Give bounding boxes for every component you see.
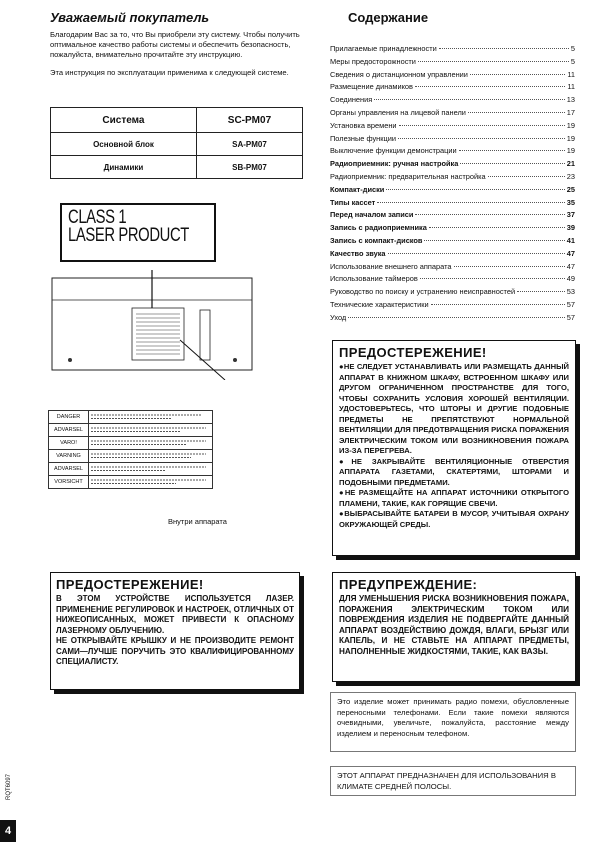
table-row [49,424,213,437]
toc-title: Соединения [330,95,373,105]
toc-title: Запись с радиоприемника [330,223,427,233]
toc-title: Качество звука [330,248,386,258]
toc-leader [398,138,565,139]
label-language: ADVARSEL [49,463,89,476]
toc-page: 57 [566,299,575,309]
toc-page: 49 [566,274,575,284]
toc-title: Компакт-диски [330,184,385,194]
warning-text: ДЛЯ УМЕНЬШЕНИЯ РИСКА ВОЗНИКНОВЕНИЯ ПОЖАРА, ПОРАЖЕНИЯ ЭЛЕКТРИЧЕСКИМ ТОКОМ ИЛИ ПОВРЕЖДЕНИЯ ИЗДЕЛИЯ НЕ ПОДВЕРГАЙТЕ ДАННЫЙ АППАРАТ ВОЗДЕЙСТВИЮ ДОЖДЯ, ВЛАГИ, БРЫЗГ ИЛИ КАПЕЛЬ, И НЕ СТАВЬТЕ НА АППАРАТ ПРЕДМЕТЫ, НАПОЛНЕННЫЕ ЖИДКОСТЯМИ, ТАКИЕ, КАК ВАЗЫ. [339,594,569,656]
toc-page: 21 [566,159,575,169]
inside-caption: Внутри аппарата [168,517,227,526]
label-text-placeholder [89,437,213,450]
toc-title: Использование внешнего аппарата [330,261,452,271]
toc-entry [330,172,575,185]
toc-title: Уход [330,312,347,322]
toc-entry [330,70,575,83]
toc-entry [330,44,575,57]
toc-title: Полезные функции [330,133,396,143]
table-cell: SC-PM07 [196,108,302,133]
toc-leader [374,99,565,100]
label-language: VARNING [49,450,89,463]
caution-item: ●ВЫБРАСЫВАЙТЕ БАТАРЕИ В МУСОР, УЧИТЫВАЯ ОХРАНУ ОКРУЖАЮЩЕЙ СРЕДЫ. [339,509,569,529]
label-text-placeholder [89,424,213,437]
toc-page: 25 [566,184,575,194]
toc-title: Технические характеристики [330,299,429,309]
toc-page: 19 [566,133,575,143]
toc-entry [330,274,575,287]
toc-title: Прилагаемые принадлежности [330,44,437,53]
toc-entry [330,82,575,95]
toc-entry [330,185,575,198]
table-cell: SA-PM07 [196,133,302,156]
toc-entry [330,262,575,275]
toc-leader [415,214,564,215]
table-cell: Динамики [51,156,197,179]
laser-caution-paragraph-1: В ЭТОМ УСТРОЙСТВЕ ИСПОЛЬЗУЕТСЯ ЛАЗЕР. ПРИМЕНЕНИЕ РЕГУЛИРОВОК И НАСТРОЕК, ОТЛИЧНЫХ ОТ НИЖЕОПИСАННЫХ, МОЖЕТ ПРИВЕСТИ К ОПАСНОМУ ЛАЗЕРНОМУ ОБЛУЧЕНИЮ. [56,594,294,635]
toc-page: 47 [566,261,575,271]
toc-leader [459,150,565,151]
table-row [51,133,303,156]
label-language: DANGER [49,411,89,424]
radio-interference-note: Это изделие может принимать радио помехи, обусловленные переносными телефонами. Если такие помехи являются очевидными, увеличьте, пожалуйста, расстояние между изделием и переносным телефоном. [330,692,576,752]
toc-leader [418,61,569,62]
toc-entry [330,210,575,223]
toc-leader [348,317,565,318]
label-text-placeholder [89,411,213,424]
toc-page: 11 [567,82,575,92]
table-cell: Система [51,108,197,133]
table-row [49,450,213,463]
table-cell: SB-PM07 [196,156,302,179]
toc-title: Типы кассет [330,197,376,207]
intro-text [50,30,303,86]
toc-leader [420,278,565,279]
device-side-illustration [50,270,300,380]
toc-entry [330,159,575,172]
toc-page: 17 [566,107,575,117]
toc-page: 13 [566,95,575,105]
intro-paragraph-2: Эта инструкция по эксплуатации применима к следующей системе. [50,68,289,77]
toc-leader [431,304,565,305]
toc-page: 5 [570,44,575,53]
toc-title: Радиоприемник: ручная настройка [330,159,459,169]
toc-entry [330,57,575,70]
document-code: RQT6097 [6,773,12,800]
table-row [49,437,213,450]
toc-entry [330,146,575,159]
laser-caution-title: ПРЕДОСТЕРЕЖЕНИЕ! [56,577,204,592]
contents-heading: Содержание [348,10,429,25]
label-text-placeholder [89,476,213,489]
laser-class-label [60,203,216,262]
table-of-contents [330,44,575,326]
toc-title: Перед началом записи [330,210,414,220]
toc-leader [470,74,565,75]
toc-leader [454,266,565,267]
toc-title: Запись с компакт-дисков [330,235,423,245]
toc-entry [330,95,575,108]
toc-leader [377,202,564,203]
label-language: ADVARSEL [49,424,89,437]
label-text-placeholder [89,463,213,476]
toc-title: Использование таймеров [330,274,418,284]
toc-title: Меры предосторожности [330,56,416,66]
ventilation-caution-box [332,340,576,556]
system-table [50,107,303,179]
toc-page: 39 [566,223,575,233]
toc-leader [488,176,565,177]
toc-entry [330,236,575,249]
toc-page: 37 [566,210,575,220]
laser-caution-paragraph-2: НЕ ОТКРЫВАЙТЕ КРЫШКУ И НЕ ПРОИЗВОДИТЕ РЕМОНТ САМИ—ЛУЧШЕ ПОРУЧИТЬ ЭТО КВАЛИФИЦИРОВАННОМУ СПЕЦИАЛИСТУ. [56,636,294,666]
toc-page: 57 [566,312,575,322]
toc-title: Установка времени [330,120,397,130]
laser-label-line-2: LASER PRODUCT [68,225,189,246]
toc-leader [468,112,565,113]
toc-title: Выключение функции демонстрации [330,146,457,156]
toc-title: Сведения о дистанционном управлении [330,69,468,79]
toc-entry [330,121,575,134]
intro-paragraph-1: Благодарим Вас за то, что Вы приобрели эту систему. Чтобы получить оптимальное качество работы системы и обеспечить безопасность, пожалуйста, внимательно прочитайте эту инструкцию. [50,30,300,59]
toc-leader [415,86,565,87]
toc-title: Размещение динамиков [330,82,413,92]
toc-page: 41 [566,235,575,245]
toc-entry [330,223,575,236]
toc-page: 35 [566,197,575,207]
table-row [49,476,213,489]
toc-leader [399,125,565,126]
toc-leader [386,189,564,190]
page-number: 4 [0,820,16,842]
toc-entry [330,108,575,121]
ventilation-caution-title: ПРЕДОСТЕРЕЖЕНИЕ! [339,345,487,360]
toc-page: 19 [566,120,575,130]
laser-label-line-1: CLASS 1 [68,207,127,228]
table-row [51,156,303,179]
moisture-warning-box [332,572,576,682]
table-row [49,463,213,476]
toc-title: Радиоприемник: предварительная настройка [330,171,486,181]
table-cell: Основной блок [51,133,197,156]
toc-leader [429,227,565,228]
caution-item: ●НЕ РАЗМЕЩАЙТЕ НА АППАРАТ ИСТОЧНИКИ ОТКРЫТОГО ПЛАМЕНИ, ТАКИЕ, КАК ГОРЯЩИЕ СВЕЧИ. [339,488,569,508]
toc-page: 5 [570,56,575,66]
laser-caution-box [50,572,300,690]
multilingual-warning-label [48,410,213,489]
toc-page: 47 [566,248,575,258]
toc-leader [388,253,565,254]
toc-leader [424,240,564,241]
toc-entry [330,134,575,147]
toc-leader [439,48,569,49]
caution-item: ●НЕ ЗАКРЫВАЙТЕ ВЕНТИЛЯЦИОННЫЕ ОТВЕРСТИЯ АППАРАТА ГАЗЕТАМИ, СКАТЕРТЯМИ, ШТОРАМИ И ПОДОБНЫМИ ПРЕДМЕТАМИ. [339,456,569,487]
label-text-placeholder [89,450,213,463]
label-language: VARO! [49,437,89,450]
toc-entry [330,249,575,262]
toc-entry [330,198,575,211]
toc-page: 53 [566,287,575,297]
climate-note: ЭТОТ АППАРАТ ПРЕДНАЗНАЧЕН ДЛЯ ИСПОЛЬЗОВАНИЯ В КЛИМАТЕ СРЕДНЕЙ ПОЛОСЫ. [330,766,576,796]
table-row [49,411,213,424]
toc-entry [330,287,575,300]
greeting-heading: Уважаемый покупатель [50,10,210,25]
toc-entry [330,313,575,326]
toc-page: 19 [566,146,575,156]
toc-title: Руководство по поиску и устранению неисправностей [330,287,516,297]
warning-title: ПРЕДУПРЕЖДЕНИЕ: [339,577,478,592]
label-language: VORSICHT [49,476,89,489]
toc-title: Органы управления на лицевой панели [330,107,466,117]
table-row [51,108,303,133]
toc-page: 11 [567,69,575,79]
toc-leader [517,291,565,292]
caution-item: ●НЕ СЛЕДУЕТ УСТАНАВЛИВАТЬ ИЛИ РАЗМЕЩАТЬ ДАННЫЙ АППАРАТ В КНИЖНОМ ШКАФУ, ВСТРОЕННОМ ШКАФУ ИЛИ ДРУГОМ ОГРАНИЧЕННОМ ПРОСТРАНСТВЕ ДЛЯ ТОГО, ЧТОБЫ СОХРАНИТЬ УСЛОВИЯ ХОРОШЕЙ ВЕНТИЛЯЦИИ. УДОСТОВЕРЬТЕСЬ, ЧТО ШТОРЫ И ДРУГИЕ ПОДОБНЫЕ ПРЕДМЕТЫ НЕ ПРЕПЯТСТВУЮТ НОРМАЛЬНОЙ ВЕНТИЛЯЦИИ ДЛЯ ПРЕДОТВРАЩЕНИЯ РИСКА ПОРАЖЕНИЯ ЭЛЕКТРИЧЕСКИМ ТОКОМ ИЛИ ВОЗНИКНОВЕНИЯ ПОЖАРА ИЗ-ЗА ПЕРЕГРЕВА. [339,362,569,455]
toc-entry [330,300,575,313]
toc-page: 23 [566,171,575,181]
toc-leader [460,163,564,164]
